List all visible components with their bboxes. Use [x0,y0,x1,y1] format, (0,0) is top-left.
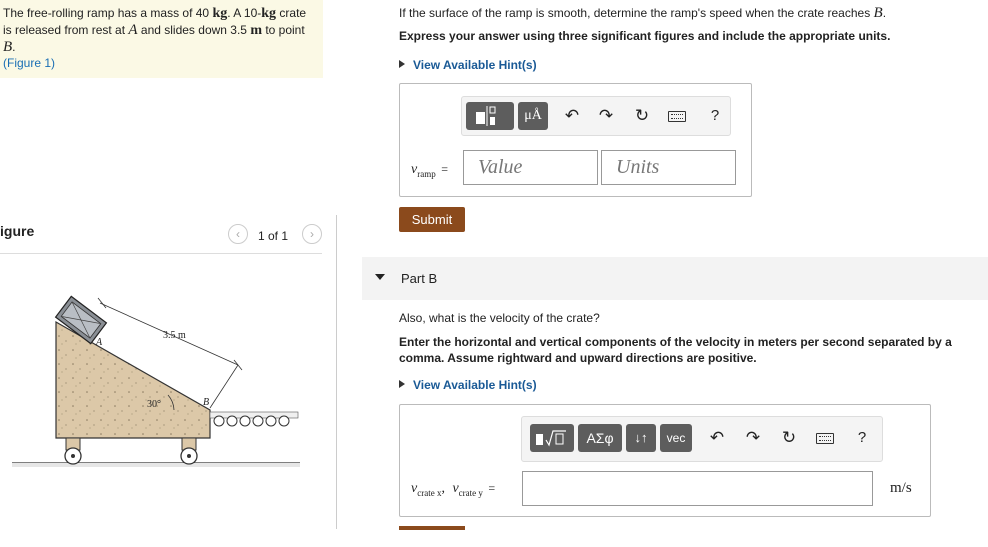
figure-divider [0,253,322,254]
units-input[interactable]: Units [601,150,736,185]
template-button[interactable] [530,424,574,452]
part-b-answer-box [399,404,931,517]
v-ramp-label: $v_{ramp}$ = [411,162,448,179]
vector-button[interactable]: vec [660,424,692,452]
part-b-toolbar [521,416,883,462]
velocity-components-input[interactable] [522,471,873,506]
panel-divider [336,215,337,529]
redo-icon[interactable]: ↷ [598,106,614,125]
svg-text:30°: 30° [147,399,161,410]
ramp-body [56,322,210,438]
undo-icon[interactable]: ↶ [709,428,725,447]
part-b-header[interactable]: Part B [362,257,988,300]
part-a-instruction: Express your answer using three significant figures and include the appropriate units. [399,29,891,43]
template-button[interactable] [466,102,514,130]
help-icon[interactable]: ? [857,429,867,446]
redo-icon[interactable]: ↷ [745,428,761,447]
figure-link[interactable]: (Figure 1) [3,56,56,70]
keyboard-icon[interactable] [668,111,686,122]
figure-counter: 1 of 1 [258,229,289,243]
next-figure-button[interactable]: › [302,224,322,244]
part-b-instruction: Enter the horizontal and vertical components of the velocity in meters per second separated by a comma. Assume rightward and upward directions are positive. [399,335,952,365]
undo-icon[interactable]: ↶ [564,106,580,125]
keyboard-icon[interactable] [816,433,834,444]
reset-icon[interactable]: ↻ [634,106,650,125]
part-b-submit-button-edge[interactable] [399,526,465,530]
part-b-question: Also, what is the velocity of the crate? [399,311,600,325]
expand-triangle-icon [399,60,405,68]
svg-text:A: A [96,337,103,348]
part-a-answer-box [399,83,752,197]
problem-statement: The free-rolling ramp has a mass of 40 kg. A 10-kg crate is released from rest at A and slides down 3.5 m to point B. (Figure 1) [0,0,323,78]
reset-icon[interactable]: ↻ [781,428,797,447]
part-b-hint-toggle[interactable]: View Available Hint(s) [399,378,537,392]
svg-text:3.5 m: 3.5 m [163,330,186,341]
submit-button[interactable]: Submit [399,207,465,232]
figure-title: igure [0,223,35,239]
value-input[interactable]: Value [463,150,598,185]
collapse-triangle-icon [375,274,385,280]
ramp-figure [0,290,310,475]
units-symbol-button[interactable]: μÅ [518,102,548,130]
previous-figure-button[interactable]: ‹ [228,224,248,244]
part-a-hint-toggle[interactable]: View Available Hint(s) [399,58,537,72]
unit-label: m/s [890,480,912,496]
part-a-question: If the surface of the ramp is smooth, determine the ramp's speed when the crate reaches B. [399,5,887,21]
greek-symbols-button[interactable]: AΣφ [578,424,622,452]
template-icon [466,102,514,130]
part-a-toolbar [461,96,731,136]
v-crate-label: $v_{crate x}$, $v_{crate y}$ = [411,481,496,498]
subscript-superscript-button[interactable]: ↓↑ [626,424,656,452]
svg-text:B: B [203,397,210,408]
help-icon[interactable]: ? [710,107,720,124]
expand-triangle-icon [399,380,405,388]
sqrt-template-icon [530,424,574,452]
